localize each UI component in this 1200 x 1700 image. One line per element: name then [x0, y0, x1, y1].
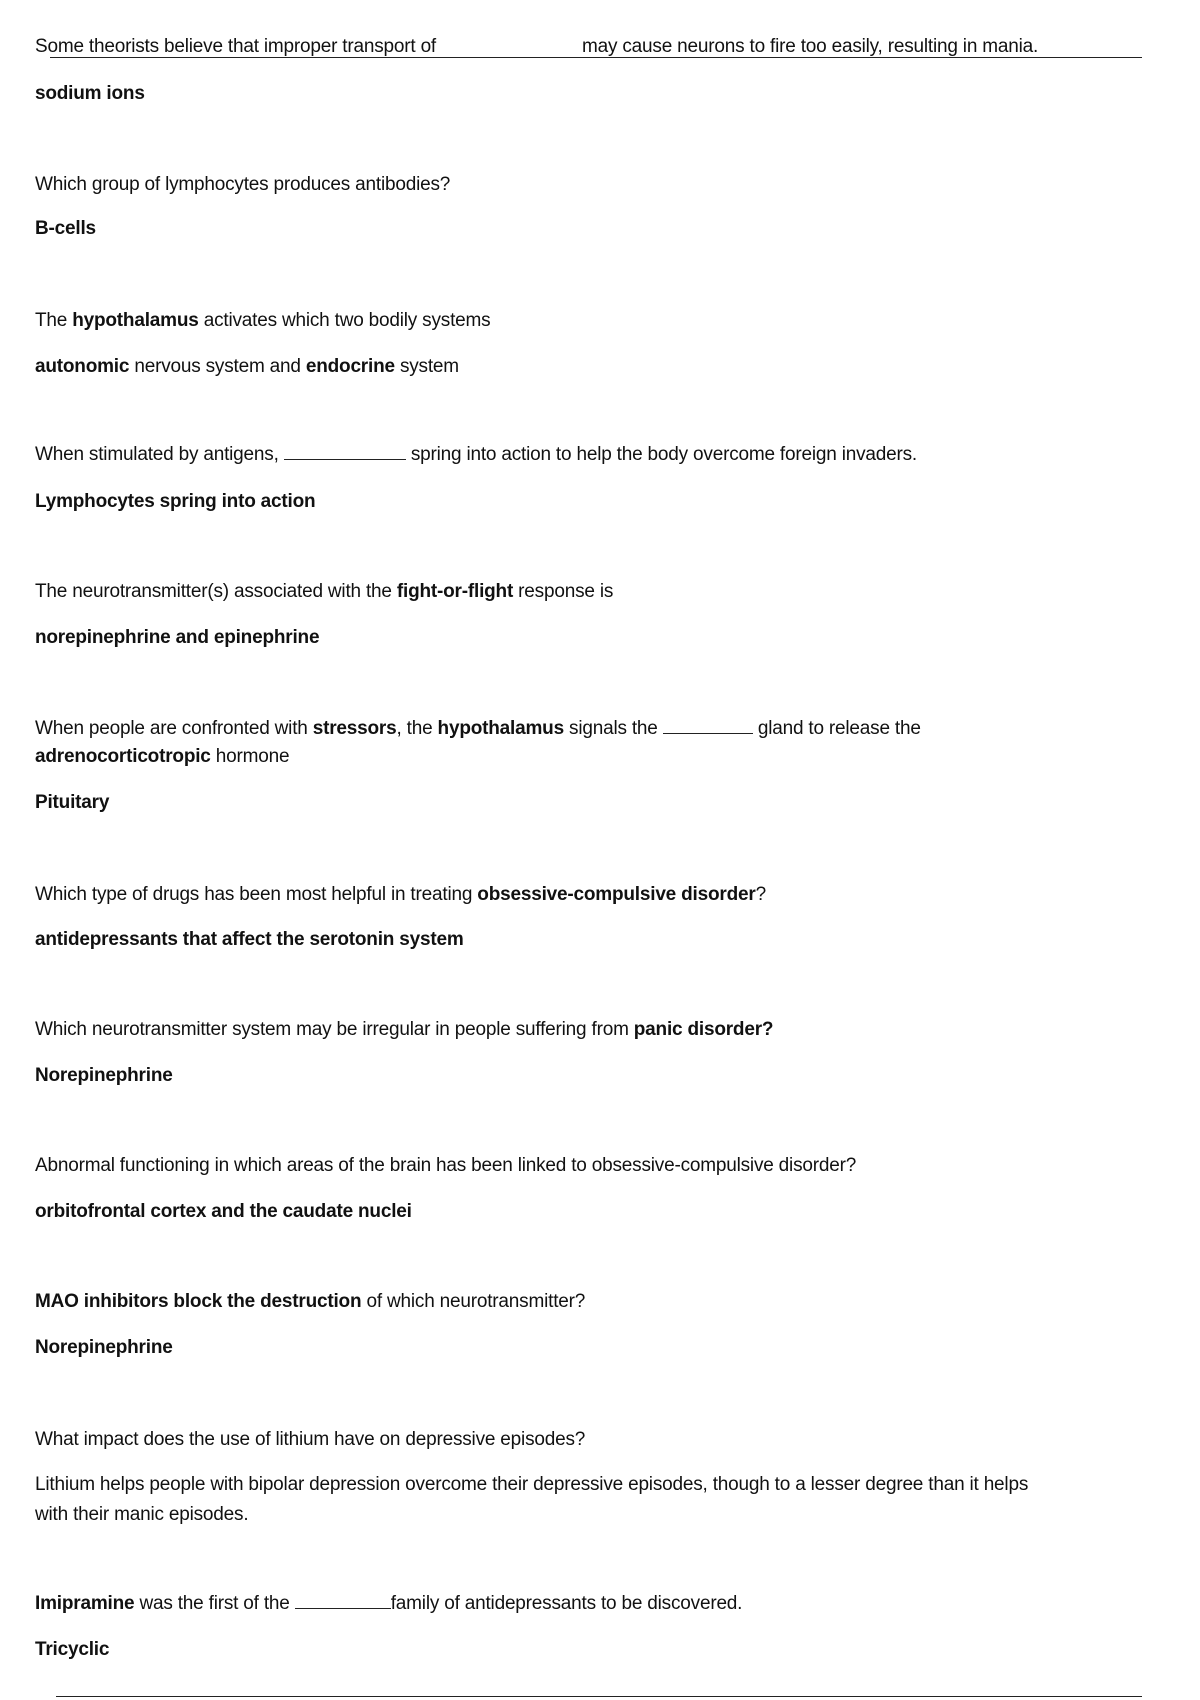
bottom-divider — [56, 1696, 1142, 1697]
question-12-post: family of antidepressants to be discovered. — [390, 1593, 743, 1614]
answer-3-term-1: autonomic — [35, 356, 130, 377]
answer-5: norepinephrine and epinephrine — [35, 627, 320, 648]
answer-10: Norepinephrine — [35, 1337, 173, 1358]
question-10-post: of which neurotransmitter? — [361, 1291, 586, 1312]
question-8 — [35, 1018, 773, 1042]
question-6-mid: , the — [396, 718, 438, 739]
question-4 — [35, 443, 917, 467]
question-8-bold-term: panic disorder? — [633, 1019, 774, 1040]
question-6-line-2 — [35, 745, 289, 769]
answer-1: sodium ions — [35, 83, 145, 104]
question-12-bold-term: Imipramine — [35, 1593, 135, 1614]
question-5 — [35, 580, 613, 604]
question-3 — [35, 309, 490, 333]
fill-in-blank — [284, 443, 406, 460]
question-6 — [35, 717, 921, 741]
question-5-pre: The neurotransmitter(s) associated with the — [35, 581, 397, 602]
answer-3-end: system — [394, 356, 459, 377]
question-4-pre: When stimulated by antigens, — [35, 444, 284, 465]
question-1-continuation — [582, 35, 1038, 59]
answer-9: orbitofrontal cortex and the caudate nuclei — [35, 1201, 412, 1222]
question-12 — [35, 1592, 742, 1616]
answer-7: antidepressants that affect the serotonin system — [35, 929, 464, 950]
question-6-line-2-post: hormone — [210, 746, 290, 767]
answer-3 — [35, 355, 459, 379]
question-6-pre: When people are confronted with — [35, 718, 313, 739]
question-10-bold-term: MAO inhibitors block the destruction — [35, 1291, 362, 1312]
answer-6: Pituitary — [35, 792, 110, 813]
question-6-post: gland to release the — [752, 718, 921, 739]
question-1 — [35, 35, 436, 59]
answer-2: B-cells — [35, 218, 96, 239]
question-12-pre: was the first of the — [134, 1593, 295, 1614]
question-1-underline — [50, 57, 1142, 58]
question-7 — [35, 883, 766, 907]
question-8-pre: Which neurotransmitter system may be irregular in people suffering from — [35, 1019, 634, 1040]
question-7-post: ? — [755, 884, 766, 905]
question-6-bold-hormone: adrenocorticotropic — [35, 746, 211, 767]
question-9: Abnormal functioning in which areas of the brain has been linked to obsessive-compulsive disorder? — [35, 1155, 857, 1176]
question-1-part-a: Some theorists believe that improper transport of — [35, 36, 437, 57]
question-7-pre: Which type of drugs has been most helpful in treating — [35, 884, 478, 905]
question-2: Which group of lymphocytes produces antibodies? — [35, 174, 451, 195]
answer-12: Tricyclic — [35, 1639, 110, 1660]
answer-3-term-2: endocrine — [305, 356, 395, 377]
question-6-bold-hypothalamus: hypothalamus — [437, 718, 564, 739]
question-5-bold-term: fight-or-flight — [396, 581, 514, 602]
fill-in-blank — [663, 717, 753, 734]
question-6-bold-stressors: stressors — [312, 718, 397, 739]
fill-in-blank — [295, 1592, 391, 1609]
answer-3-mid: nervous system and — [129, 356, 306, 377]
question-10 — [35, 1290, 585, 1314]
question-3-bold-term: hypothalamus — [72, 310, 199, 331]
answer-11-line-2: with their manic episodes. — [35, 1504, 249, 1525]
question-7-bold-term: obsessive-compulsive disorder — [477, 884, 756, 905]
answer-4: Lymphocytes spring into action — [35, 491, 316, 512]
answer-8: Norepinephrine — [35, 1065, 173, 1086]
question-3-pre: The — [35, 310, 73, 331]
question-4-post: spring into action to help the body overcome foreign invaders. — [405, 444, 917, 465]
question-6-mid2: signals the — [563, 718, 663, 739]
question-5-post: response is — [513, 581, 614, 602]
answer-11-line-1: Lithium helps people with bipolar depression overcome their depressive episodes, though to a lesser degree than it helps — [35, 1474, 1029, 1495]
question-3-post: activates which two bodily systems — [198, 310, 491, 331]
question-11: What impact does the use of lithium have on depressive episodes? — [35, 1429, 586, 1450]
question-1-part-b: may cause neurons to fire too easily, resulting in mania. — [582, 36, 1039, 57]
